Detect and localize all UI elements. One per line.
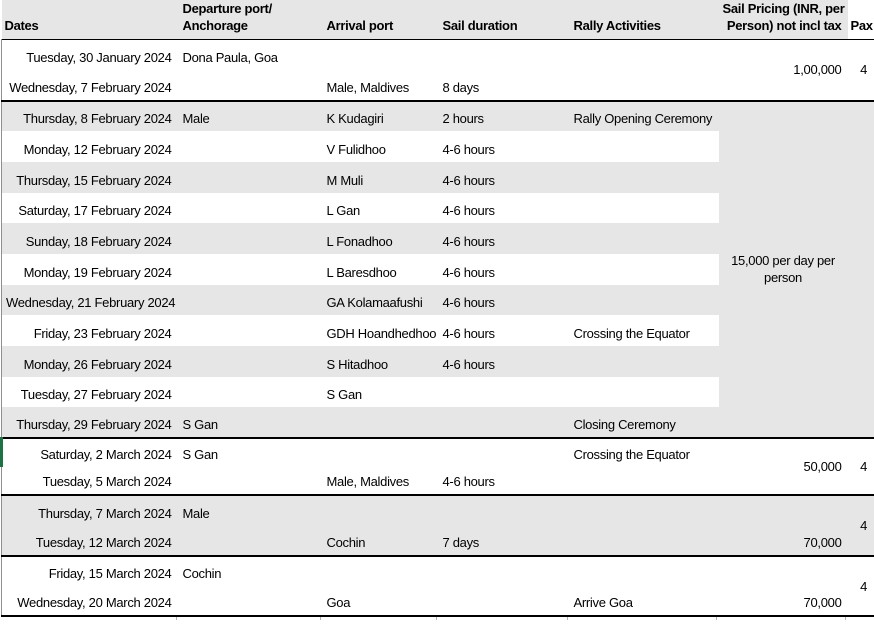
cell-departure-port[interactable] [179,285,323,316]
table-row [2,526,874,557]
cell-rally-activity[interactable] [570,40,719,71]
cell-sail-pricing[interactable]: 50,000 [719,438,848,495]
bottom-gridline-strip [0,617,874,620]
cell-pax[interactable]: 4 [848,40,874,101]
cell-date[interactable]: Tuesday, 5 March 2024 [2,467,179,496]
cell-sail-pricing[interactable] [719,495,848,526]
cell-sail-duration[interactable]: 4-6 hours [439,223,570,254]
cell-rally-activity[interactable] [570,162,719,193]
cell-departure-port[interactable] [179,223,323,254]
cell-date[interactable]: Friday, 23 February 2024 [2,315,179,346]
header-dates[interactable]: Dates [2,0,179,40]
cell-date[interactable]: Thursday, 8 February 2024 [2,101,179,132]
section-male-to-cochin [2,495,874,556]
cell-sail-duration[interactable]: 4-6 hours [442,264,495,280]
cell-date-selected[interactable]: Saturday, 2 March 2024 [2,438,179,467]
cell-arrival-port[interactable]: GDH Hoandhedhoo [326,326,437,341]
cell-arrival-port[interactable]: L Fonadhoo [323,223,439,254]
gridline-tick [567,617,568,620]
cell-sail-duration[interactable] [439,377,570,408]
cell-date[interactable]: Wednesday, 21 February 2024 [2,285,179,316]
cell-rally-activity[interactable]: Rally Opening Ceremony [570,101,719,132]
cell-arrival-port[interactable] [323,556,439,586]
cell-rally-activity[interactable] [570,285,719,316]
cell-sail-duration[interactable]: 4-6 hours [439,346,570,377]
header-sail-duration[interactable]: Sail duration [439,0,570,40]
section-cochin-to-goa [2,556,874,616]
cell-date[interactable]: Tuesday, 30 January 2024 [2,40,179,71]
cell-rally-activity[interactable] [570,193,719,224]
cell-departure-port[interactable] [179,193,323,224]
cell-pax[interactable]: 4 [848,438,874,495]
cell-sail-duration[interactable]: 4-6 hours [442,326,495,341]
header-sail-pricing[interactable] [719,0,848,40]
cell-sail-duration[interactable] [439,495,570,526]
cell-sail-duration[interactable]: 4-6 hours [442,141,495,157]
cell-date[interactable]: Thursday, 15 February 2024 [2,162,179,193]
cell-sail-pricing[interactable]: 70,000 [803,595,842,611]
cell-departure-port[interactable]: Male [179,101,323,132]
cell-rally-activity[interactable] [570,377,719,408]
cell-departure-port[interactable] [179,526,323,557]
header-row [2,0,874,40]
cell-date[interactable]: Wednesday, 20 March 2024 [2,586,179,616]
cell-rally-activity[interactable] [570,526,719,557]
cell-sail-pricing[interactable]: 70,000 [719,526,848,557]
cell-departure-port[interactable] [179,70,323,101]
table-header [2,0,874,40]
gridline-tick [320,617,321,620]
cell-arrival-port[interactable]: Male, Maldives [326,79,409,95]
cell-date[interactable]: Tuesday, 27 February 2024 [2,377,179,408]
cell-arrival-port[interactable]: Male, Maldives [326,474,409,490]
cell-arrival-port[interactable]: L Gan [326,203,360,219]
header-departure-port[interactable] [179,0,323,40]
gridline-tick [716,617,717,620]
section-maldives-rally [2,101,874,439]
cell-rally-activity[interactable]: Arrive Goa [573,595,633,611]
cell-sail-pricing[interactable] [719,556,848,586]
cell-arrival-port[interactable] [323,40,439,71]
cell-arrival-port[interactable] [323,407,439,438]
cell-rally-activity[interactable]: Crossing the Equator [573,326,690,341]
cell-date[interactable]: Wednesday, 7 February 2024 [2,70,179,101]
cell-arrival-port[interactable]: M Muli [323,162,439,193]
cell-sail-duration[interactable] [439,586,570,616]
cell-sail-duration[interactable]: 2 hours [439,101,570,132]
table-row [2,495,874,526]
cell-departure-port[interactable]: Dona Paula, Goa [182,50,278,65]
cell-sail-pricing[interactable]: 15,000 per day per person [719,101,848,439]
cell-departure-port[interactable] [179,131,323,162]
cell-sail-duration[interactable] [439,438,570,467]
cell-sail-duration[interactable]: 4-6 hours [439,162,570,193]
cell-departure-port[interactable] [179,254,323,285]
cell-date[interactable]: Thursday, 29 February 2024 [2,407,179,438]
section-sgan-to-male [2,438,874,495]
cell-arrival-port[interactable]: GA Kolamaafushi [323,285,439,316]
cell-arrival-port[interactable]: V Fulidhoo [326,141,386,157]
cell-rally-activity[interactable] [570,346,719,377]
cell-pax[interactable]: 4 [848,556,874,616]
gridline-tick [845,617,846,620]
cell-rally-activity[interactable] [570,223,719,254]
gridline-tick [436,617,437,620]
cell-sail-duration[interactable]: 4-6 hours [442,203,495,219]
cell-sail-duration[interactable] [439,40,570,71]
section-goa-to-maldives [2,40,874,101]
cell-date[interactable]: Saturday, 17 February 2024 [2,193,179,224]
header-pricing-line2: Person) not incl tax [726,18,842,33]
header-rally-activities[interactable]: Rally Activities [570,0,719,40]
header-departure-line2: Anchorage [182,18,248,33]
cell-sail-duration[interactable] [439,407,570,438]
cell-date[interactable]: Friday, 15 March 2024 [2,556,179,586]
cell-rally-activity[interactable] [570,131,719,162]
cell-departure-port[interactable] [179,586,323,616]
cell-departure-port[interactable] [179,346,323,377]
cell-departure-port[interactable]: S Gan [182,446,218,462]
cell-rally-activity[interactable]: Crossing the Equator [573,446,690,462]
cell-sail-duration[interactable] [439,556,570,586]
cell-arrival-port[interactable]: S Hitadhoo [323,346,439,377]
cell-rally-activity[interactable] [570,467,719,496]
cell-rally-activity[interactable] [570,254,719,285]
cell-arrival-port[interactable]: Cochin [323,526,439,557]
cell-departure-port[interactable] [179,162,323,193]
cell-departure-port[interactable] [179,377,323,408]
cell-sail-duration[interactable]: 8 days [442,79,480,95]
cell-arrival-port[interactable] [323,495,439,526]
cell-rally-activity[interactable] [570,70,719,101]
cell-sail-duration[interactable]: 7 days [439,526,570,557]
cell-departure-port[interactable]: Cochin [182,566,222,582]
header-pax[interactable]: Pax [848,0,874,40]
table-row [2,101,874,132]
cell-arrival-port[interactable]: K Kudagiri [323,101,439,132]
cell-arrival-port[interactable] [323,438,439,467]
cell-date[interactable]: Tuesday, 12 March 2024 [2,526,179,557]
cell-departure-port[interactable]: Male [179,495,323,526]
cell-sail-pricing[interactable]: 1,00,000 [719,40,848,101]
cell-rally-activity[interactable] [570,556,719,586]
cell-date[interactable]: Sunday, 18 February 2024 [2,223,179,254]
cell-sail-duration[interactable]: 4-6 hours [442,474,495,490]
cell-departure-port[interactable] [179,315,323,346]
cell-sail-duration[interactable]: 4-6 hours [439,285,570,316]
header-arrival-port[interactable]: Arrival port [323,0,439,40]
header-pricing-line1: Sail Pricing (INR, per [722,1,845,16]
cell-date[interactable]: Thursday, 7 March 2024 [2,495,179,526]
cell-pax[interactable] [848,101,874,439]
gridline-tick [176,617,177,620]
cell-departure-port[interactable]: S Gan [179,407,323,438]
header-departure-line1: Departure port/ [182,1,272,16]
cell-date[interactable]: Monday, 19 February 2024 [2,254,179,285]
cell-arrival-port[interactable]: L Baresdhoo [326,264,397,280]
cell-departure-port[interactable] [179,467,323,496]
cell-rally-activity[interactable]: Closing Ceremony [570,407,719,438]
table-row [2,438,874,467]
cell-arrival-port[interactable]: Goa [326,595,351,611]
cell-date[interactable]: Monday, 26 February 2024 [2,346,179,377]
cell-pax[interactable]: 4 [848,495,874,556]
table-row [2,40,874,71]
table-row [2,556,874,586]
cell-date[interactable]: Monday, 12 February 2024 [2,131,179,162]
table-row [2,586,874,616]
cell-rally-activity[interactable] [570,495,719,526]
cell-arrival-port[interactable]: S Gan [326,387,362,403]
